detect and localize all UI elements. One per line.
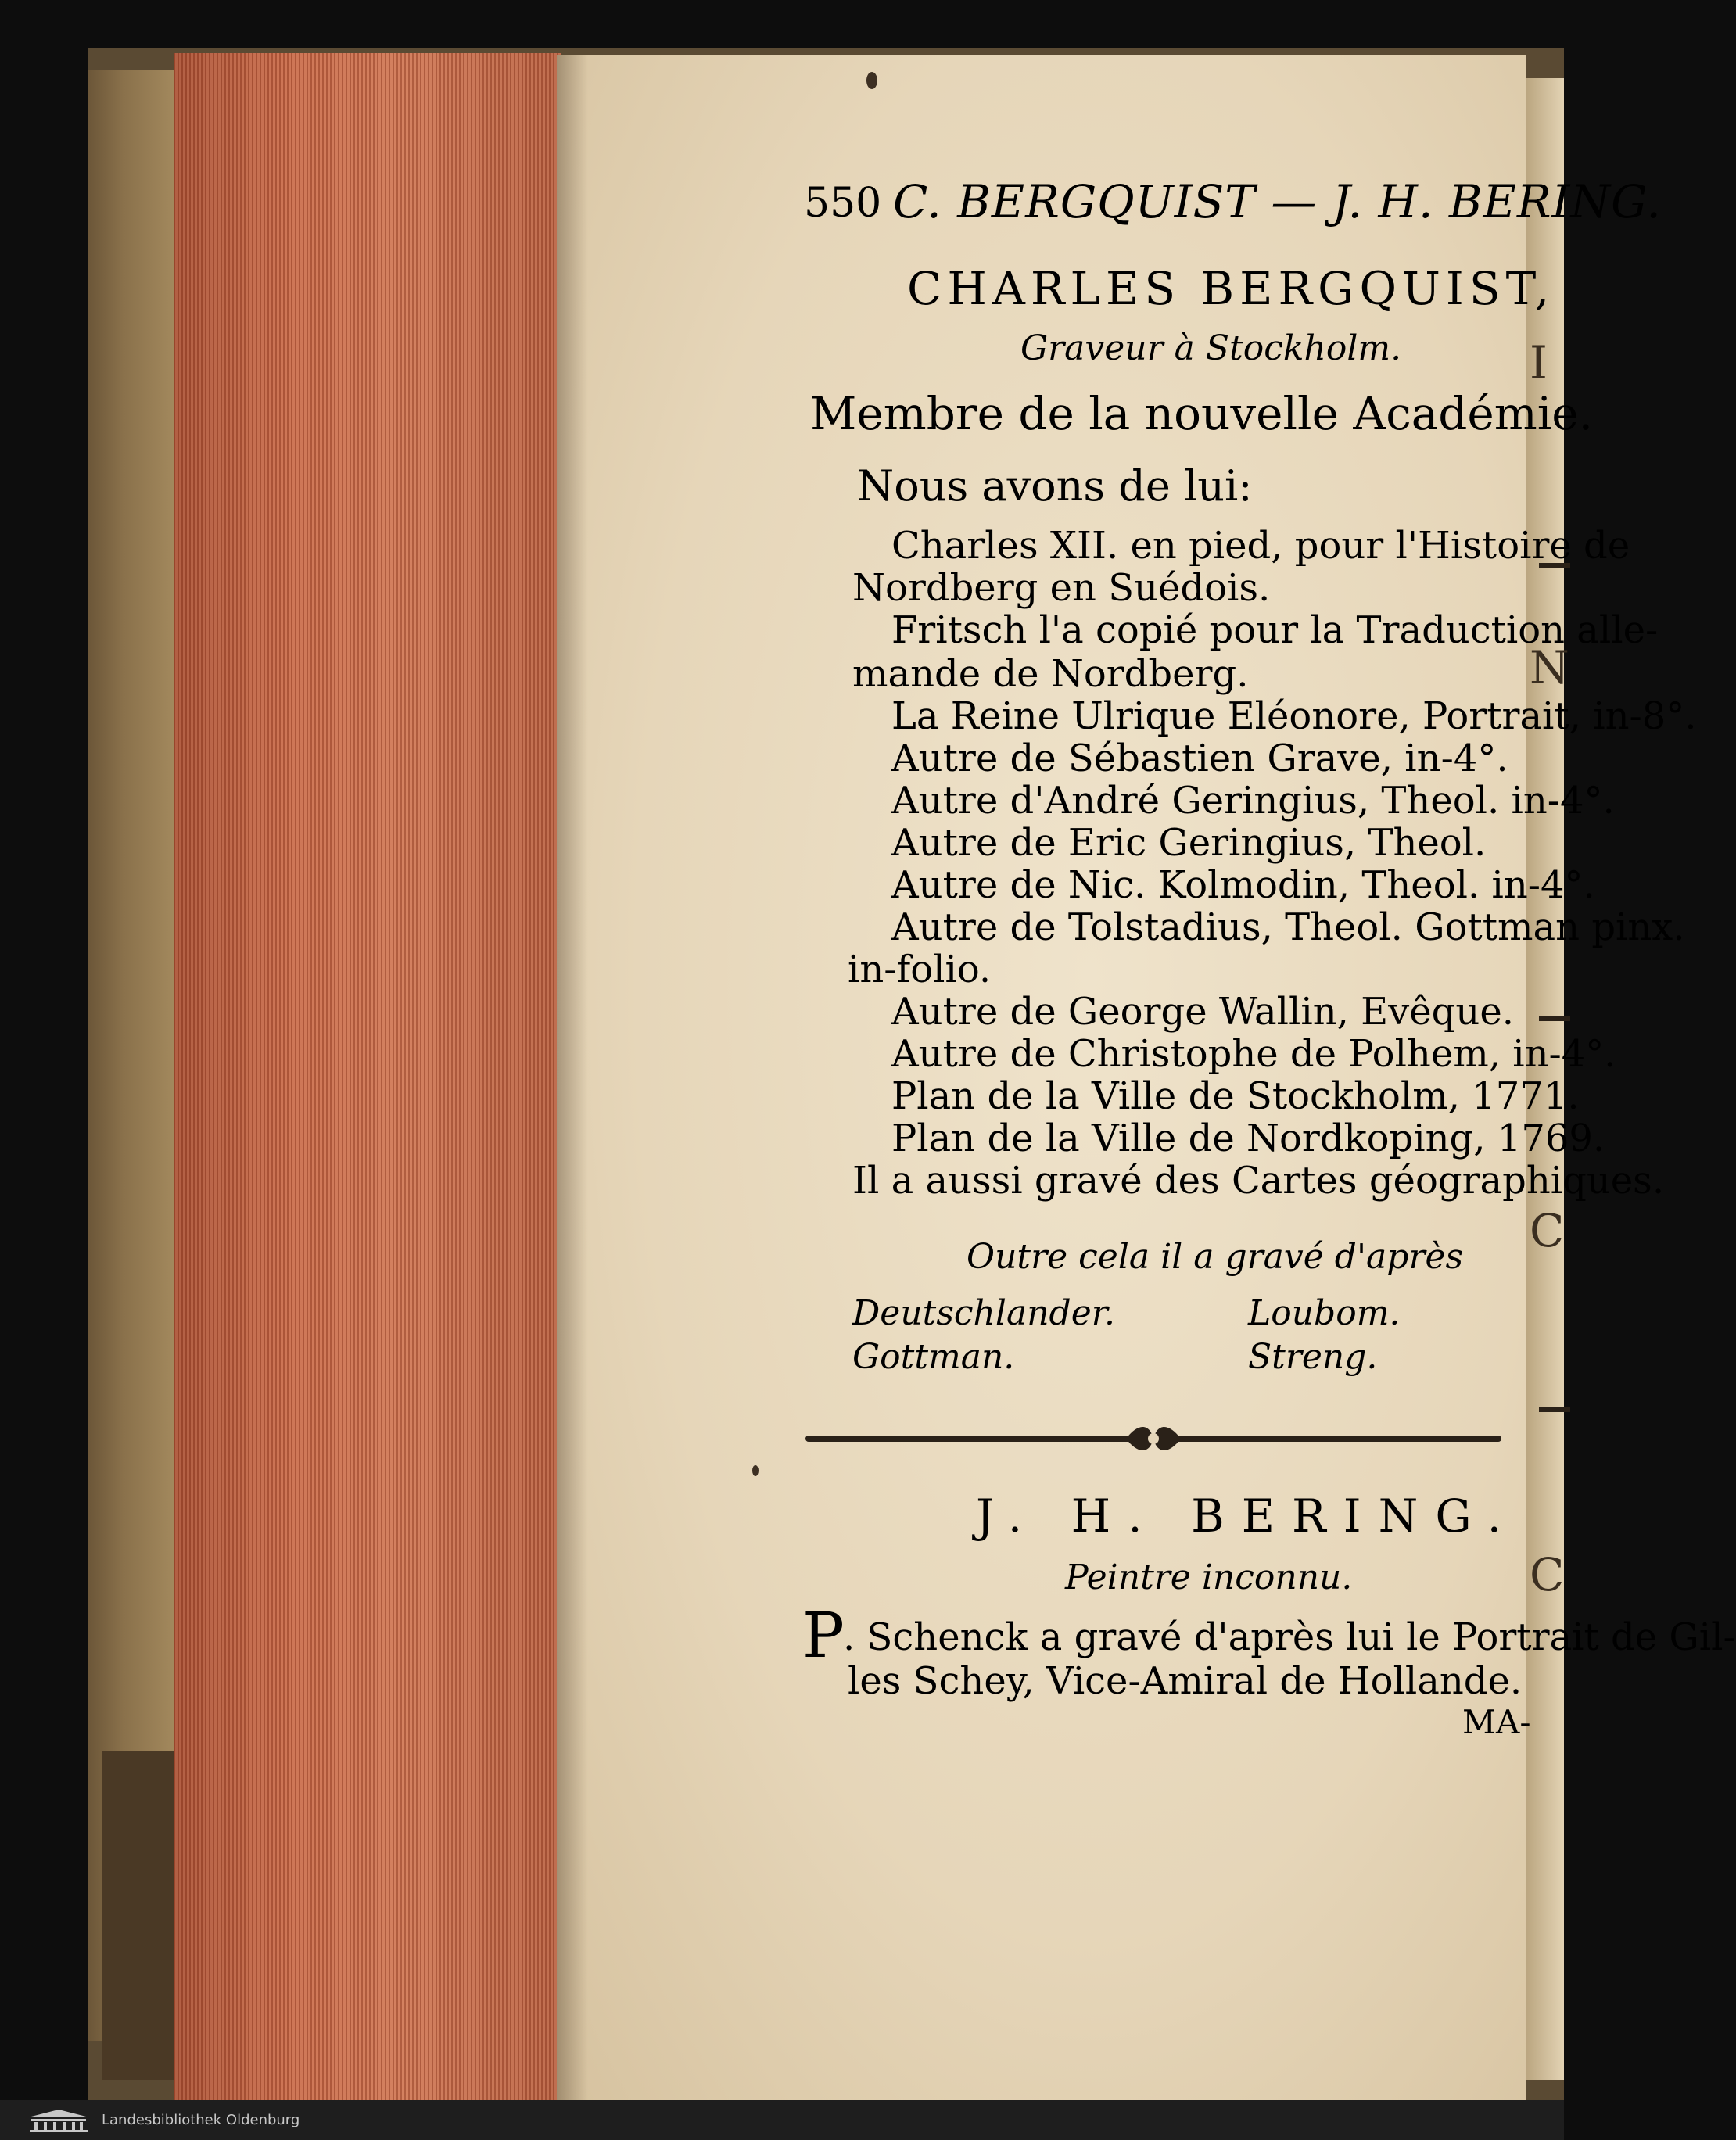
works-line: Charles XII. en pied, pour l'Histoire de <box>891 524 1630 568</box>
engravers-intro: Outre cela il a gravé d'après <box>967 1237 1464 1277</box>
footer-bar <box>0 2100 1564 2140</box>
works-line: Autre de Sébastien Grave, in-4°. <box>891 737 1508 780</box>
library-name: Landesbibliothek Oldenburg <box>102 2112 300 2128</box>
works-line: Fritsch l'a copié pour la Traduction alle- <box>891 608 1659 652</box>
works-line: Autre de Eric Geringius, Theol. <box>891 821 1487 865</box>
engraver-name: Gottman. <box>852 1337 1015 1377</box>
catchword: MA- <box>1462 1703 1531 1741</box>
entry-subtitle: Graveur à Stockholm. <box>1020 328 1402 368</box>
next-page-rule <box>1539 1407 1570 1412</box>
next-page-mark: N <box>1530 641 1569 694</box>
works-line: Plan de la Ville de Nordkoping, 1769. <box>891 1117 1605 1160</box>
entry-text: les Schey, Vice-Amiral de Hollande. <box>848 1659 1523 1703</box>
next-page-mark: C <box>1530 1548 1565 1601</box>
membership-line: Membre de la nouvelle Académie. <box>810 387 1594 440</box>
entry-subtitle: Peintre inconnu. <box>1065 1558 1353 1597</box>
ornamental-divider <box>805 1423 1501 1454</box>
works-line: Autre de Christophe de Polhem, in-4°. <box>891 1032 1616 1076</box>
next-page-rule <box>1539 1016 1570 1021</box>
drop-initial: P <box>802 1599 845 1672</box>
ink-spot <box>752 1465 759 1476</box>
works-line: Il a aussi gravé des Cartes géographiques. <box>852 1159 1665 1203</box>
works-line: Autre de Tolstadius, Theol. Gottman pinx. <box>891 905 1685 949</box>
entry-name: CHARLES BERGQUIST, <box>907 262 1555 315</box>
next-page-mark: C <box>1530 1204 1565 1257</box>
book-cover-edge <box>88 70 178 2041</box>
engraver-name: Deutschlander. <box>852 1293 1115 1333</box>
works-line: Plan de la Ville de Stockholm, 1771. <box>891 1074 1580 1118</box>
library-building-icon <box>23 2108 94 2133</box>
next-page-mark: I <box>1530 336 1548 389</box>
works-line: Nordberg en Suédois. <box>852 566 1271 610</box>
works-line: Autre d'André Geringius, Theol. in-4°. <box>891 779 1615 823</box>
page-fore-edge <box>174 53 561 2102</box>
engraver-name: Loubom. <box>1248 1293 1401 1333</box>
engraver-name: Streng. <box>1248 1337 1378 1377</box>
gutter-shadow <box>557 55 588 2103</box>
page-number: 550 <box>804 180 882 227</box>
entry-text: . Schenck a gravé d'après lui le Portrait de Gil- <box>843 1615 1736 1659</box>
works-intro: Nous avons de lui: <box>857 461 1253 511</box>
ink-spot <box>866 72 877 89</box>
works-line: Autre de Nic. Kolmodin, Theol. in-4°. <box>891 863 1595 907</box>
running-title: C. BERGQUIST — J. H. BERING. <box>893 175 1662 228</box>
works-line: in-folio. <box>848 948 992 991</box>
entry-name: J. H. BERING. <box>976 1489 1519 1543</box>
works-line: La Reine Ulrique Eléonore, Portrait, in-8°. <box>891 694 1697 738</box>
works-line: mande de Nordberg. <box>852 652 1249 696</box>
works-line: Autre de George Wallin, Evêque. <box>891 990 1514 1034</box>
